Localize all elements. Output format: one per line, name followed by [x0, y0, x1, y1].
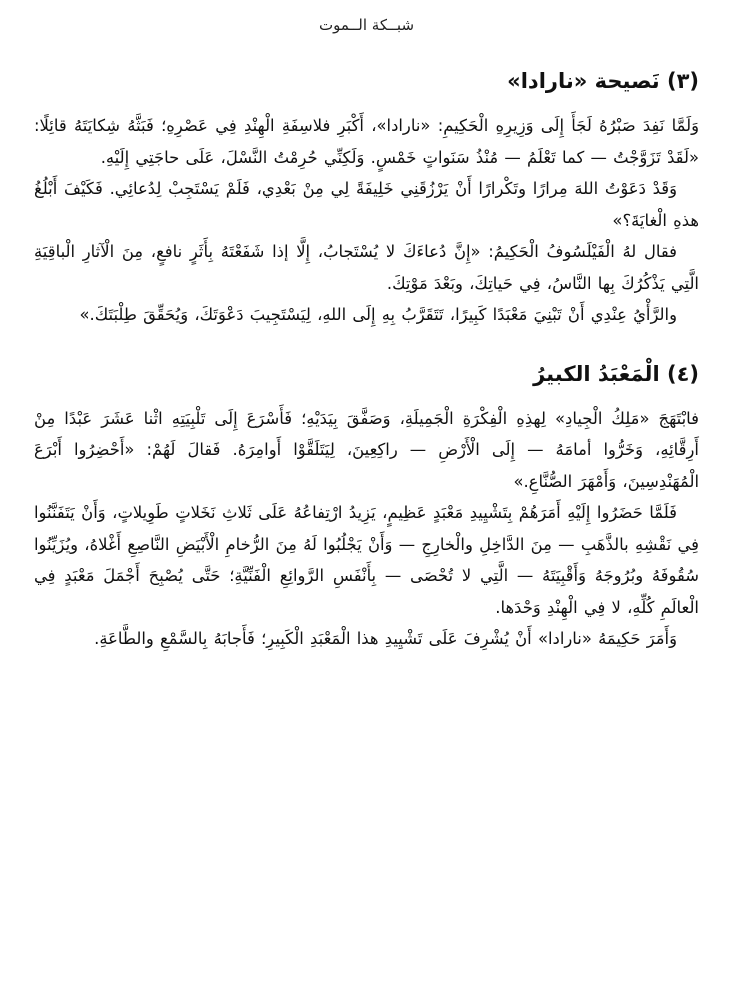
- paragraph: وَقَدْ دَعَوْتُ اللهَ مِرارًا وتَكْرارًا أَنْ يَرْزُقَنِي خَلِيفَةً لِي مِنْ بَعْدِي، فَلَمْ يَسْتَجِبْ لِدُعائِي. فَكَيْفَ أَبْلُغُ هذهِ الْغايَةَ؟»: [34, 179, 699, 230]
- paragraph: فقال لهُ الْفَيْلَسُوفُ الْحَكِيمُ: «إِنَّ دُعاءَكَ لا يُسْتَجابُ، إِلَّا إذا شَفَعْتَهُ بِأَثَرٍ نافعٍ، مِنَ الْآثارِ الْباقِيَةِ الَّتِي يَذْكُرُكَ بِها النَّاسُ، فِي حَياتِكَ، وبَعْدَ مَوْتِكَ.: [34, 242, 699, 293]
- paragraph: وَلَمَّا نَفِدَ صَبْرُهُ لَجَأَ إِلَى وَزِيرِهِ الْحَكِيمِ: «نارادا»، أَكْبَرِ فلاسِفَةِ الْهِنْدِ فِي عَصْرِهِ؛ فَبَثَّهُ شِكايَتَهُ قائِلًا: «لَقَدْ تَزَوَّجْتُ — كما تَعْلَمُ — مُنْذُ سَنَواتٍ خَمْسٍ. وَلَكِنِّي حُرِمْتُ النَّسْلَ، عَلَى حاجَتِي إِلَيْهِ.: [34, 116, 699, 167]
- paragraph: فابْتَهَجَ «مَلِكُ الْجِيادِ» لِهذِهِ الْفِكْرَةِ الْجَمِيلَةِ، وَصَفَّقَ بِيَدَيْهِ؛ فَأَسْرَعَ إِلَى تَلْبِيَتِهِ اثْنا عَشَرَ عَبْدًا مِنْ أَرِقَّائِهِ، وَخَرُّوا أمامَهُ — إِلَى الْأَرْضِ — راكِعِينَ، لِيَتَلَقَّوْا أَوامِرَهُ. فَقالَ لَهُمْ: «أَحْضِرُوا أَبْرَعَ الْمُهَنْدِسِينَ، وَأَمْهَرَ الصُّنَّاعِ.»: [34, 408, 699, 491]
- section-title: (٤) الْمَعْبَدُ الكبيرُ: [533, 361, 699, 386]
- paragraph: والرَّأْيُ عِنْدِي أَنْ تَبْنِيَ مَعْبَدًا كَبِيرًا، تَتَقَرَّبُ بِهِ إِلَى اللهِ، لِيَسْتَجِيبَ دَعْوَتَكَ، وَيُحَقِّقَ طِلْبَتَكَ.»: [79, 305, 677, 324]
- section-title: (٣) نَصيحة «نارادا»: [507, 69, 699, 93]
- page-watermark: شبــكة الــموت: [318, 16, 415, 34]
- section-naseeha: [34, 66, 699, 331]
- section-mabad: [34, 359, 699, 655]
- paragraph: وَأَمَرَ حَكِيمَهُ «نارادا» أَنْ يُشْرِفَ عَلَى تَشْيِيدِ هذا الْمَعْبَدِ الْكَبِيرِ؛ فَأَجابَهُ بِالسَّمْعِ والطَّاعَةِ.: [94, 629, 677, 648]
- paragraph: فَلَمَّا حَضَرُوا إِلَيْهِ أَمَرَهُمْ بِتَشْيِيدِ مَعْبَدٍ عَظِيمٍ، يَزِيدُ ارْتِفاعُهُ عَلَى ثَلاثِ نَخَلاتٍ طَوِيلاتٍ، وَأَنْ يَتَفَنَّنُوا فِي نَقْشِهِ بالذَّهَبِ — مِنَ الدَّاخِلِ والْخارِجِ — وَأَنْ يَجْلُبُوا لَهُ مِنَ الرُّخامِ الْأَبْيَضِ النَّاصِعِ أَغْلاهُ، ويُزَيِّنُوا سُقُوفَهُ وبُرُوجَهُ وَأَقْبِيَتَهُ — الَّتِي لا تُحْصَى — بِأَنْفَسِ الرَّوائِعِ الْفَنِّيَّةِ؛ حَتَّى يُصْبِحَ أَجْمَلَ مَعْبَدٍ فِي الْعالَمِ كُلِّهِ، لا فِي الْهِنْدِ وَحْدَها.: [34, 503, 699, 617]
